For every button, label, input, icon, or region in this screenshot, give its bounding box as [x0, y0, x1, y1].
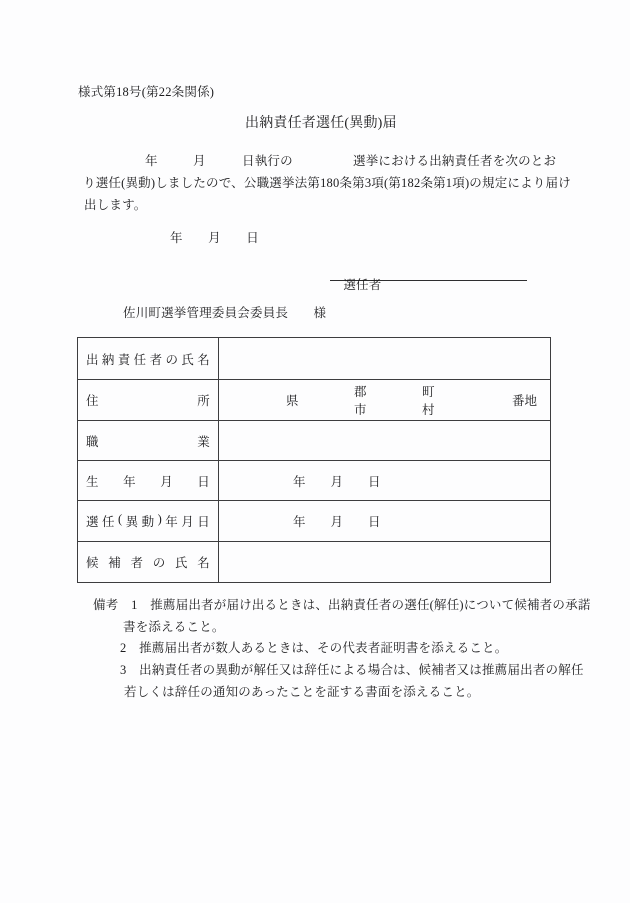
- occupation-label-cell: [78, 421, 219, 461]
- name-value-cell: [219, 338, 551, 380]
- table-row-appointment-date: [78, 501, 551, 542]
- address-gun-shi-labels: [354, 380, 367, 420]
- appointment-date-value-cell: [219, 501, 551, 542]
- intro-line3: 出します。: [84, 198, 147, 212]
- birthdate-ymd-placeholder: 年 月 日: [293, 474, 381, 489]
- address-value-cell: [219, 380, 551, 421]
- appointer-signature-line: [330, 266, 527, 292]
- appointer-label: 選任者: [343, 278, 382, 292]
- form-title: 出納責任者選任(異動)届: [245, 116, 397, 131]
- accounting-manager-table: [77, 337, 551, 583]
- notes-line-4: 3 出納責任者の異動が解任又は辞任による場合は、候補者又は推薦届出者の解任: [120, 663, 584, 677]
- birthdate-label-cell: [78, 461, 219, 501]
- address-banchi-label: 番地: [512, 394, 538, 408]
- address-label-cell: [78, 380, 219, 421]
- address-pref-label: 県: [286, 394, 299, 408]
- table-row-address: [78, 380, 551, 421]
- table-row-name: [78, 338, 551, 380]
- occupation-label: 職 業: [86, 434, 210, 449]
- address-label: 住 所: [86, 394, 210, 408]
- address-gun-label: 郡: [354, 385, 367, 399]
- appointment-ymd-placeholder: 年 月 日: [293, 515, 381, 529]
- occupation-value-cell: [219, 421, 551, 461]
- birthdate-value-cell: [219, 461, 551, 501]
- appointment-date-label-cell: [78, 501, 219, 542]
- submission-date-line: 年 月 日: [170, 231, 259, 245]
- candidate-label: 候 補 者 の 氏 名: [86, 556, 210, 570]
- address-cho-son-labels: [422, 380, 435, 420]
- notes-line-2: 書を添えること。: [123, 620, 225, 634]
- intro-exec-day-label: 日執行の: [242, 154, 293, 168]
- table-row-occupation: [78, 421, 551, 461]
- address-son-label: 村: [422, 403, 435, 417]
- name-label-cell: [78, 338, 219, 380]
- table-row-birthdate: [78, 461, 551, 501]
- intro-election-text: 選挙における出納責任者を次のとお: [353, 154, 557, 168]
- name-label: 出 納 責 任 者 の 氏 名: [86, 352, 210, 367]
- notes-line-1: 備考 1 推薦届出者が届け出るときは、出納責任者の選任(解任)について候補者の承諾: [93, 598, 591, 612]
- address-cho-label: 町: [422, 385, 435, 399]
- address-shi-label: 市: [354, 403, 367, 417]
- appointment-date-label: 選 任 ( 異 動 ) 年 月 日: [86, 512, 210, 529]
- intro-exec-month-label: 月: [193, 154, 206, 168]
- intro-exec-year-label: 年: [145, 154, 158, 168]
- notes-line-5: 若しくは辞任の通知のあったことを証する書面を添えること。: [124, 685, 480, 699]
- intro-line2: り選任(異動)しましたので、公職選挙法第180条第3項(第182条第1項)の規定により届け: [83, 176, 571, 190]
- addressee-line: 佐川町選挙管理委員会委員長 様: [123, 306, 327, 320]
- form-number: 様式第18号(第22条関係): [78, 85, 215, 99]
- birthdate-label: 生 年 月 日: [86, 474, 210, 489]
- notes-line-3: 2 推薦届出者が数人あるときは、その代表者証明書を添えること。: [120, 641, 508, 655]
- candidate-label-cell: [78, 542, 219, 583]
- table-row-candidate: [78, 542, 551, 583]
- candidate-value-cell: [219, 542, 551, 583]
